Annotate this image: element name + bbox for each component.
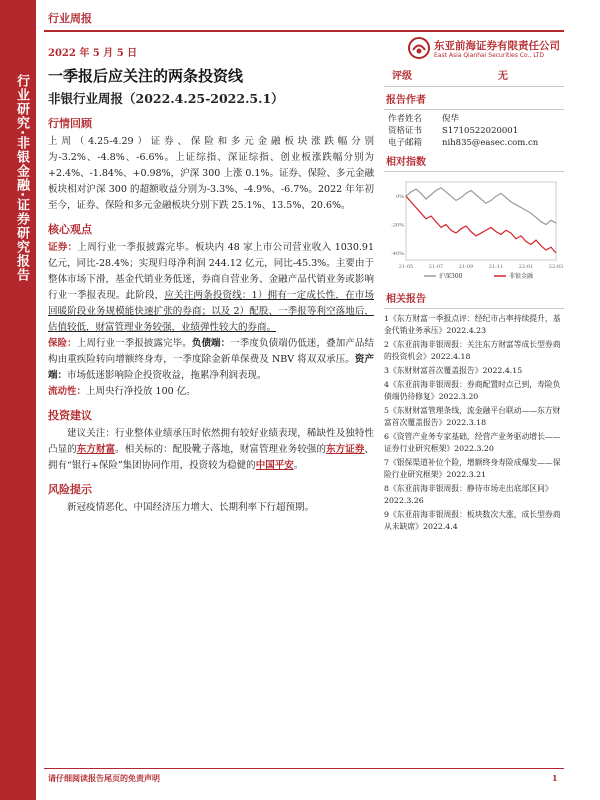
- related-report-item[interactable]: 5《东财财富管理条线，流金融平台联动——东方财富首次覆盖报告》2022.3.18: [384, 406, 561, 427]
- securities-paragraph: [48, 240, 374, 336]
- header-divider: [44, 30, 564, 32]
- footer-disclaimer[interactable]: 请仔细阅读报告尾页的免责声明: [48, 773, 160, 783]
- section-heading-review: 行情回顾: [48, 117, 92, 130]
- rating-row: [384, 64, 564, 87]
- logo-name-en: East Asia Qianhai Securities Co., LTD: [434, 52, 545, 59]
- advice-text-2: 。相关标的：配股靴子落地，财富管理业务较强的: [115, 444, 327, 455]
- liquidity-paragraph: [48, 384, 374, 400]
- related-report-item[interactable]: 9《东亚前海非银周报：板块数次大涨，成长型券商从未缺席》2022.4.4: [384, 510, 561, 531]
- footer-divider: [44, 768, 564, 769]
- author-info: [384, 113, 564, 149]
- related-report-list: [384, 313, 564, 533]
- insurance-paragraph: [48, 336, 374, 384]
- author-email[interactable]: nih835@easec.com.cn: [442, 138, 539, 148]
- insurance-text: 上周行业一季报披露完毕。: [76, 338, 192, 349]
- chart-frame: [406, 182, 556, 260]
- securities-underlined: 应关注两条投资线：1）拥有一定成长性，在市场回暖阶段业务规模能快速扩张的券商；以及 2）配股、一季报等利空落地后，估值较低，: [48, 290, 374, 333]
- advice-company-1[interactable]: 东方财富: [76, 444, 116, 455]
- y-tick-label: -20%: [391, 222, 404, 229]
- x-tick-label: 22-01: [518, 264, 534, 270]
- author-name: 倪华: [442, 114, 460, 124]
- company-logo: [408, 36, 568, 64]
- rating-label: 评级: [392, 71, 412, 82]
- series-line-0: [406, 188, 556, 225]
- x-tick-label: 21-05: [398, 264, 414, 270]
- advice-text-4: 。: [293, 460, 304, 471]
- main-content: [44, 66, 374, 516]
- sidebar-category-text: 行业研究·非银金融·证券研究报告: [14, 74, 29, 282]
- rating-value: 无: [498, 71, 508, 82]
- y-tick-label: -40%: [391, 250, 404, 257]
- insurance-label: 保险：: [48, 338, 77, 349]
- logo-name-cn: 东亚前海证券有限责任公司: [434, 40, 560, 52]
- related-report-item[interactable]: 7《银保渠道补位个险，增额终身寿险成爆发——保险行业研究框架》2022.3.21: [384, 458, 561, 479]
- liquidity-text: 上周央行净投放 100 亿。: [86, 386, 196, 397]
- series-line-1: [406, 196, 556, 253]
- author-row: 作者姓名 倪华: [388, 114, 460, 124]
- relative-index-chart: [384, 176, 564, 286]
- relative-index-svg: [384, 176, 564, 286]
- liquidity-label: 流动性：: [48, 386, 87, 397]
- advice-text-3: 、拥有“银行+保险”集团协同作用，投资较为稳健的: [48, 444, 374, 471]
- author-row: 资格证书 S1710522020001: [388, 126, 519, 136]
- related-report-item[interactable]: 4《东亚前海非银周报：券商配置时点已到，寿险负债端仍待修复》2022.3.20: [384, 380, 561, 401]
- report-date: 2022 年 5 月 5 日: [48, 48, 138, 59]
- insurance-liability-label: 负债端：: [191, 338, 231, 349]
- insurance-text-2: 一季度负债端仍低迷，叠加产品结构由重疾险转向增额终身寿，一季度除金新单保费及 NBV 将双双承压。: [48, 338, 374, 365]
- logo-mark-icon: [408, 37, 430, 59]
- related-report-item[interactable]: 6《资管产业务专家基础，经营产业务驱动增长——证券行业研究框架》2022.3.20: [384, 432, 561, 453]
- advice-text-1: 建议关注：行业整体业绩承压时依然拥有较好业绩表现，稀缺性及独特性凸显的: [48, 428, 374, 455]
- related-report-item[interactable]: 8《东亚前海非银周报：静待市场走出底部区间》2022.3.26: [384, 484, 553, 505]
- advice-company-2[interactable]: 东方证券: [326, 444, 365, 455]
- x-tick-label: 21-09: [458, 264, 474, 270]
- insurance-text-3: 市场低迷影响险企投资收益，拖累净利润表现。: [67, 370, 267, 381]
- related-report-item[interactable]: 1《东方财富一季报点评：经纪市占率持续提升，基金代销业务承压》2022.4.23: [384, 314, 561, 335]
- advice-paragraph: [48, 426, 374, 474]
- review-paragraph: 上周（4.25-4.29）证券、保险和多元金融板块涨跌幅分别为-3.2%、-4.8%、-6.6%。上证综指、深证综指、创业板涨跌幅分别为+2.4%、-1.84%、+0.98%，沪深 300 上涨 0.1%。证券、保险、多元金融板块相对沪深 300 的超额收益分别为-3.3%、-4.9%、-6.7%。2022 年年初至今，证券、保险和多元金融板块分别下跌 25.1%、13.5%、20.6%。: [48, 136, 374, 211]
- page-number: 1: [552, 773, 558, 783]
- related-heading: 相关报告: [384, 286, 564, 309]
- x-tick-label: 22-03: [548, 264, 564, 270]
- right-column: [384, 64, 564, 535]
- x-tick-label: 21-07: [428, 264, 444, 270]
- related-report-item[interactable]: 2《东亚前海非银周报：关注东方财富等成长型券商的投资机会》2022.4.18: [384, 340, 561, 361]
- risk-paragraph: 新冠疫情恶化、中国经济压力增大、长期利率下行超预期。: [67, 502, 315, 513]
- author-row: 电子邮箱 nih835@easec.com.cn: [388, 138, 539, 148]
- section-heading-advice: 投资建议: [48, 409, 92, 422]
- y-tick-label: 0%: [396, 194, 404, 201]
- securities-text-2: 财富管理业务较强，业绩弹性较大的券商。: [95, 322, 277, 333]
- report-title: 一季报后应关注的两条投资线: [48, 67, 244, 85]
- report-subtitle: 非银行业周报（2022.4.25-2022.5.1）: [48, 91, 284, 106]
- report-category: 行业周报: [48, 12, 92, 25]
- section-heading-risk: 风险提示: [48, 483, 92, 496]
- index-heading: 相对指数: [384, 149, 564, 172]
- author-cert: S1710522020001: [442, 126, 519, 136]
- securities-text: 上周行业一季报披露完毕。板块内 48 家上市公司营业收入 1030.91 亿元，同比-28.4%；实现归母净利润 244.12 亿元，同比-45.3%。主要由于整体市场下滑，基金代销业务低迷，券商自营业务、金融产品代销业务或影响行业一季报表现。此阶段，: [48, 242, 374, 301]
- author-heading: 报告作者: [384, 87, 564, 110]
- sidebar-band: [0, 0, 36, 800]
- related-report-item[interactable]: 3《东财财富首次覆盖报告》2022.4.15: [384, 366, 523, 375]
- advice-company-3[interactable]: 中国平安: [255, 460, 294, 471]
- x-tick-label: 21-11: [488, 264, 504, 270]
- section-heading-core: 核心观点: [48, 223, 92, 236]
- legend-label: 非银金融: [509, 273, 534, 280]
- legend-label: 沪深300: [439, 273, 463, 280]
- securities-label: 证券：: [48, 242, 78, 253]
- insurance-asset-label: 资产端：: [48, 354, 374, 381]
